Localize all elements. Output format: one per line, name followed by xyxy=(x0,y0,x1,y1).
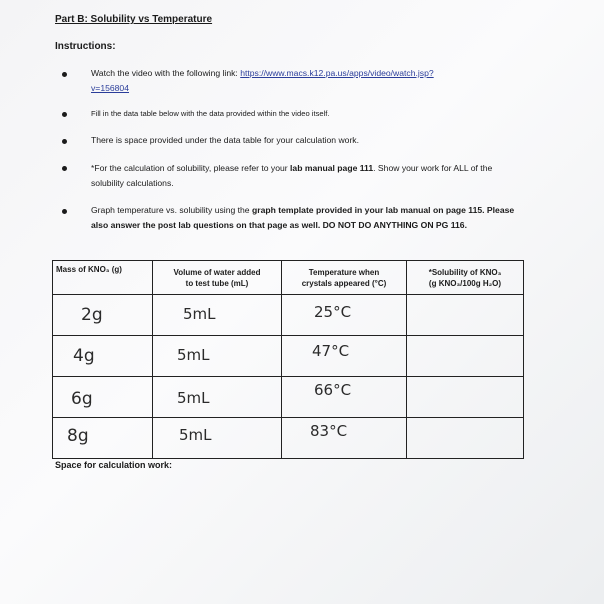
table-row xyxy=(53,418,524,459)
cell-temperature[interactable] xyxy=(282,336,407,377)
header-volume-line1: Volume of water added xyxy=(173,267,261,277)
handwritten-mass: 8g xyxy=(67,426,89,446)
header-sol-line2: (g KNO₃/100g H₂O) xyxy=(428,278,502,288)
handwritten-volume: 5mL xyxy=(177,389,210,407)
instruction-item-space: There is space provided under the data table for your calculation work. xyxy=(91,135,359,145)
cell-volume[interactable] xyxy=(153,336,282,377)
handwritten-mass: 4g xyxy=(73,346,95,366)
instructions-heading: Instructions: xyxy=(55,41,116,52)
header-temperature xyxy=(282,261,407,295)
bullet-icon xyxy=(62,209,67,214)
cell-mass[interactable] xyxy=(53,418,153,459)
table-row xyxy=(53,295,524,336)
bullet-icon xyxy=(62,166,67,171)
bullet-icon xyxy=(62,112,67,117)
table-row xyxy=(53,336,524,377)
header-solubility xyxy=(407,261,524,295)
instruction-item-fill: Fill in the data table below with the data provided within the video itself. xyxy=(91,109,330,118)
header-temp-line2: crystals appeared (°C) xyxy=(301,278,387,288)
cell-mass[interactable] xyxy=(53,336,153,377)
instruction-calc-prefix: *For the calculation of solubility, please refer to your xyxy=(91,163,291,173)
header-volume xyxy=(153,261,282,295)
instruction-calc-bold: lab manual page 111 xyxy=(290,163,374,173)
instruction-item-calculation xyxy=(91,161,516,191)
handwritten-mass: 2g xyxy=(81,305,103,325)
handwritten-volume: 5mL xyxy=(177,346,210,364)
instruction-item-graph xyxy=(91,203,521,233)
handwritten-temperature: 25°C xyxy=(314,303,352,321)
handwritten-temperature: 47°C xyxy=(312,342,350,360)
cell-solubility[interactable] xyxy=(407,336,524,377)
cell-solubility[interactable] xyxy=(407,418,524,459)
calculation-space-label: Space for calculation work: xyxy=(55,460,173,470)
video-link[interactable]: https://www.macs.k12.pa.us/apps/video/watch.jsp? xyxy=(240,68,434,78)
cell-solubility[interactable] xyxy=(407,377,524,418)
header-mass: Mass of KNO₃ (g) xyxy=(53,261,153,295)
cell-temperature[interactable] xyxy=(282,377,407,418)
handwritten-temperature: 83°C xyxy=(310,422,348,440)
header-volume-line2: to test tube (mL) xyxy=(185,278,249,288)
instruction-item-video xyxy=(91,66,531,96)
cell-solubility[interactable] xyxy=(407,295,524,336)
header-temp-line1: Temperature when xyxy=(308,267,380,277)
instruction-graph-bold: graph template provided in your lab manual on page 115. Please also answer the post lab questions on that page as well. DO NOT DO ANYTHING ON PG 116. xyxy=(91,205,515,230)
video-link-id[interactable]: v=156804 xyxy=(91,83,129,93)
cell-mass[interactable] xyxy=(53,295,153,336)
part-title: Part B: Solubility vs Temperature xyxy=(55,14,213,25)
header-sol-line1: *Solubility of KNO₃ xyxy=(428,267,502,277)
instruction-video-text: Watch the video with the following link: xyxy=(91,68,241,78)
bullet-icon xyxy=(62,139,67,144)
cell-volume[interactable] xyxy=(153,295,282,336)
instruction-calc-suffix: . Show your work for ALL of the solubility calculations. xyxy=(91,163,493,188)
handwritten-volume: 5mL xyxy=(183,305,216,323)
cell-volume[interactable] xyxy=(153,418,282,459)
instruction-graph-prefix: Graph temperature vs. solubility using the xyxy=(91,205,252,215)
data-table xyxy=(52,260,524,459)
cell-temperature[interactable] xyxy=(282,418,407,459)
bullet-icon xyxy=(62,72,67,77)
cell-volume[interactable] xyxy=(153,377,282,418)
handwritten-mass: 6g xyxy=(71,389,93,409)
table-row xyxy=(53,377,524,418)
cell-mass[interactable] xyxy=(53,377,153,418)
handwritten-temperature: 66°C xyxy=(314,381,352,399)
cell-temperature[interactable] xyxy=(282,295,407,336)
table-header-row xyxy=(53,261,524,295)
handwritten-volume: 5mL xyxy=(179,426,212,444)
